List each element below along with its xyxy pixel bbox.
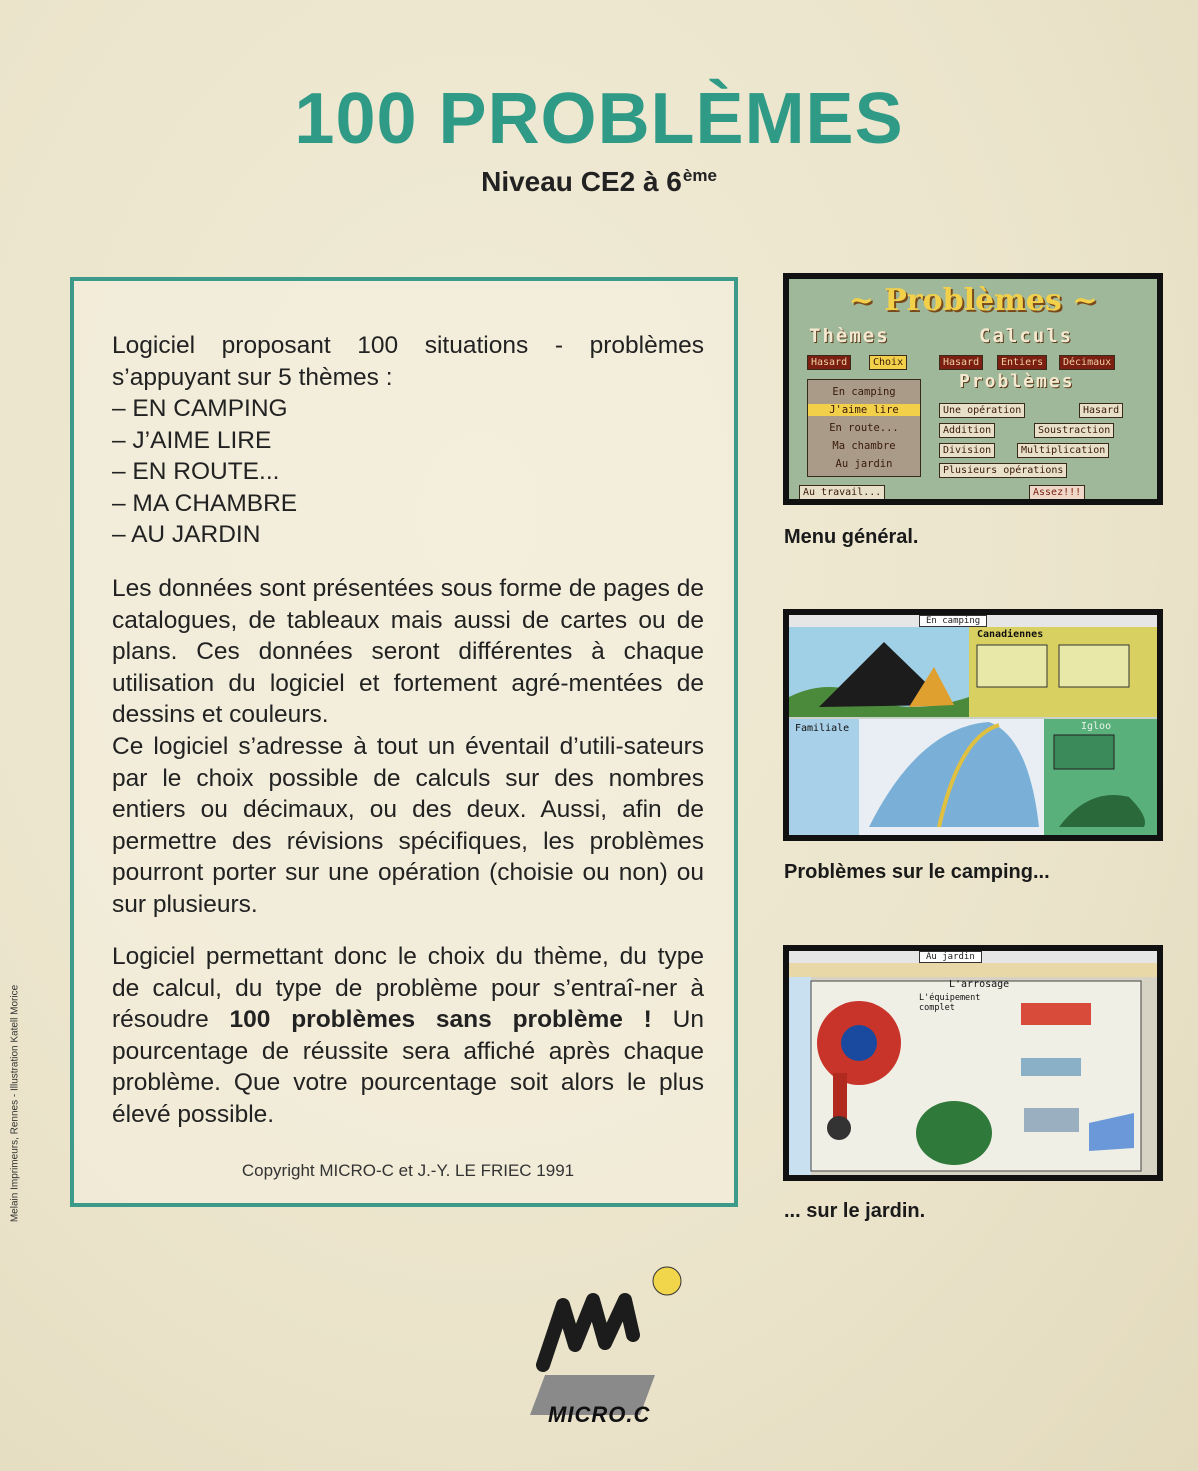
theme-option: Au jardin xyxy=(835,458,893,470)
level-subtitle xyxy=(0,166,1198,198)
camping-screen xyxy=(789,615,1157,835)
jardin-screenshot xyxy=(783,945,1163,1181)
igloo-label: Igloo xyxy=(1081,721,1112,732)
themes-header: Thèmes xyxy=(809,325,890,347)
au-travail-button: Au travail... xyxy=(799,485,885,499)
calcul-hasard-button: Hasard xyxy=(939,355,983,370)
camping-screenshot xyxy=(783,609,1163,841)
assez-button: Assez!!! xyxy=(1029,485,1085,499)
jardin-caption: ... sur le jardin. xyxy=(784,1200,926,1222)
theme-hasard-button: Hasard xyxy=(807,355,851,370)
theme-option: En camping xyxy=(832,386,896,398)
data-paragraph: Les données sont présentées sous forme de pages de catalogues, de tableaux mais aussi de cartes ou de plans. Ces données seront différentes à chaque utilisation du logiciel et fortement agré-mentées de dessins et couleurs. xyxy=(112,575,704,728)
addition-button: Addition xyxy=(939,423,995,438)
canadiennes-label: Canadiennes xyxy=(977,629,1044,640)
plusieurs-button: Plusieurs opérations xyxy=(939,463,1067,478)
division-button: Division xyxy=(939,443,995,458)
calcul-entiers-button: Entiers xyxy=(997,355,1047,370)
logo-dot-shape xyxy=(653,1267,681,1295)
theme-panel xyxy=(807,379,921,477)
intro-paragraph xyxy=(112,330,704,551)
problemes-logo: ~ Problèmes ~ xyxy=(848,283,1098,318)
menu-caption: Menu général. xyxy=(784,526,919,548)
window-title: En camping xyxy=(919,615,987,627)
jardin-screen xyxy=(789,951,1157,1175)
camping-caption: Problèmes sur le camping... xyxy=(784,861,1050,883)
equipement-label: L'équipement complet xyxy=(919,993,981,1013)
multiplication-button: Multiplication xyxy=(1017,443,1109,458)
theme-choix-button: Choix xyxy=(869,355,907,370)
spine-credit: Melain Imprimeurs, Rennes - Illustration Katell Morice xyxy=(9,984,21,1223)
intro-lead: Logiciel proposant 100 situations - problèmes s’appuyant sur 5 thèmes : xyxy=(112,332,704,391)
audience-paragraph: Ce logiciel s’adresse à tout un éventail d’utili-sateurs par le choix possible de calculs sur des nombres entiers ou décimaux, ou des deux. Aussi, afin de permettre des révisions spécifiques, les problèmes pourront porter sur une opération (choisie ou non) ou sur plusieurs. xyxy=(112,733,704,918)
familiale-label: Familiale xyxy=(795,723,850,734)
subtitle-text: Niveau CE2 à 6 xyxy=(481,166,682,197)
brand-name: MICRO.C xyxy=(548,1402,651,1427)
summary-text-b: Un pourcentage de réussite sera affiché après chaque problème. Que votre pourcentage soit alors le plus élevé possible. xyxy=(112,1006,704,1128)
theme-option-selected: J'aime lire xyxy=(808,404,920,416)
menu-screen xyxy=(789,279,1157,499)
theme-option: En route... xyxy=(829,422,899,434)
copyright: Copyright MICRO-C et J.-Y. LE FRIEC 1991 xyxy=(241,1161,575,1180)
theme-item: – AU JARDIN xyxy=(112,521,261,548)
calculs-header: Calculs xyxy=(979,325,1074,347)
calcul-decimaux-button: Décimaux xyxy=(1059,355,1115,370)
window-title: Au jardin xyxy=(919,951,982,963)
theme-item: – EN CAMPING xyxy=(112,395,288,422)
micro-c-logo xyxy=(515,1265,695,1415)
menu-screenshot xyxy=(783,273,1163,505)
summary-text-a: Logiciel permettant donc le choix du thème, du type de calcul, du type de problème pour s’entraî-ner à résoudre xyxy=(112,943,704,1033)
summary-paragraph xyxy=(112,941,704,1130)
probleme-hasard-button: Hasard xyxy=(1079,403,1123,418)
arrosage-label: L'arrosage xyxy=(949,979,1010,990)
theme-option: Ma chambre xyxy=(832,440,896,452)
soustraction-button: Soustraction xyxy=(1034,423,1114,438)
theme-item: – J’AIME LIRE xyxy=(112,426,272,454)
theme-item: – EN ROUTE... xyxy=(112,458,280,485)
summary-bold: 100 problèmes sans problème ! xyxy=(229,1006,652,1033)
subtitle-sup: ème xyxy=(682,166,717,185)
page-title: 100 PROBLÈMES xyxy=(294,79,904,159)
theme-list xyxy=(112,393,704,551)
problemes-header: Problèmes xyxy=(959,371,1075,392)
une-operation-button: Une opération xyxy=(939,403,1025,418)
theme-item: – MA CHAMBRE xyxy=(112,489,298,517)
